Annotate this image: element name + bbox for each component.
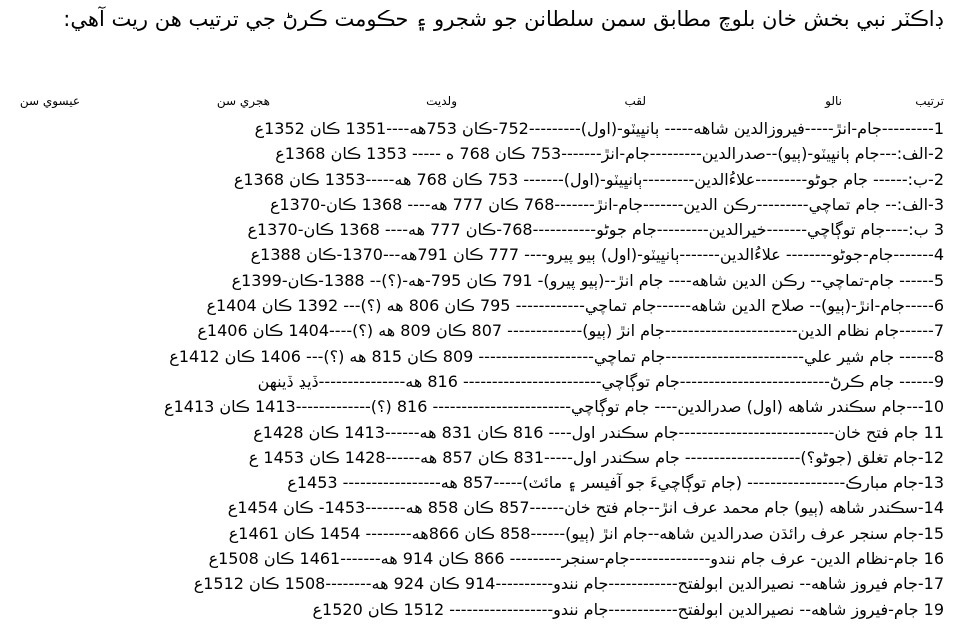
list-item: 5------ جام-تماچي-- رڪن الدين شاهه---- جام انڙ--(ٻيو پيرو)- 791 ڪان 795-هه-(؟)-- 1388-ڪان-1399ع [231,270,944,290]
document-heading: ڊاڪٽر نبي بخش خان بلوچ مطابق سمن سلطانن جو شجرو ۽ حڪومت ڪرڻ جي ترتيب هن ريت آهي: [63,7,944,31]
list-item: 2-ب:------ جام جوڻو---------علاءُالدين---------ٻانڀيٽو-(اول)------- 753 ڪان 768 هه-----1353 ڪان 1368ع [233,169,944,189]
column-header-order: ترتيب [915,94,944,108]
list-item: 13-جام مبارڪ----------------- (جام توڳاچيءَ جو آفيسر ۽ مائٽ)-----857 هه----------------- 1453ع [287,473,944,493]
list-item: 12-جام تغلق (جوڻو؟)-------------------- جام سڪندر اول-----831 ڪان 857 هه------1428 ڪان 1453 ع [248,447,944,467]
list-item: 17-جام فيروز شاهه-- نصيرالدين ابولفتح------------جام نندو----------914 ڪان 924 هه--------1508 ڪان 1512ع [193,574,944,594]
list-item: 3-الف:-- جام تماچي---------رڪن الدين-------جام-انڙ-------768 ڪان 777 هه---- 1368 ڪان-1370ع [269,194,944,214]
list-item: 14-سڪندر شاهه (ٻيو) جام محمد عرف انڙ--جام فتح خان------857 ڪان 858 هه-------1453- ڪان 1454ع [227,498,944,518]
list-item: 2-الف:---جام ٻانڀيٽو-(ٻيو)--صدرالدين---------جام-انڙ-------753 ڪان 768 ه ----- 1353 ڪان 1368ع [275,144,944,164]
list-item: 9------ جام ڪرڻ--------------------------جام توڳاچي------------------------ 816 هه---------------ڏيڍ ڏينهن [257,371,944,391]
column-header-name: نالو [825,94,842,108]
list-item: 16 جام-نظام الدين- عرف جام نندو--------------جام-سنجر--------- 866 ڪان 914 هه-------1461 ڪان 1508ع [208,549,944,569]
list-item: 11 جام فتح خان---------------------------جام سڪندر اول---- 816 ڪان 831 هه------1413 ڪان 1428ع [253,422,944,442]
column-header-title: لقب [624,94,646,108]
list-item: 1---------جام-انڙ-----فيروزالدين شاهه----- ٻانڀيٽو-(اول)---------752-ڪان 753هه----1351 ڪان 1352ع [254,119,944,138]
list-item: 3 ب:----جام توڳاچي-------خيرالدين---------جام جوڻو-----------768-ڪان 777 هه---- 1368 ڪان-1370ع [247,220,944,240]
list-item: 10---جام سڪندر شاهه (اول) صدرالدين---- جام توڳاچي------------------------ 816 (؟)-------------1413 ڪان 1413ع [164,397,944,417]
list-item: 6-----جام-انڙ-(ٻيو)-- صلاح الدين شاهه------جام تماچي------------ 795 ڪان 806 هه (؟)--- 1392 ڪان 1404ع [206,296,944,316]
column-header-gregorian-year: عيسوي سن [19,94,80,108]
ruler-list [144,116,944,622]
column-header-parentage: ولديت [426,94,457,108]
list-item: 19 جام-فيروز شاهه-- نصيرالدين ابولفتح------------جام نندو------------------ 1512 ڪان 1520ع [312,599,944,619]
list-item: 15-جام سنجر عرف رائڌن صدرالدين شاهه--جام انڙ (ٻيو)------858 ڪان 866هه-------- 1454 ڪان 1461ع [228,523,944,543]
list-item: 4-------جام-جوڻو-------- علاءُالدين-------ٻانڀيٽو-(اول) ٻيو پيرو---- 777 ڪان 791هه---1370-ڪان 1388ع [250,245,944,265]
column-header-hijri-year: هجري سن [216,94,270,108]
list-item: 8------ جام شير علي------------------------جام تماچي-------------------- 809 ڪان 815 هه (؟)--- 1406 ڪان 1412ع [169,346,944,366]
list-item: 7------جام نظام الدين-----------------------جام انڙ (ٻيو)------------- 807 ڪان 809 هه (؟)----1404 ڪان 1406ع [197,321,944,341]
